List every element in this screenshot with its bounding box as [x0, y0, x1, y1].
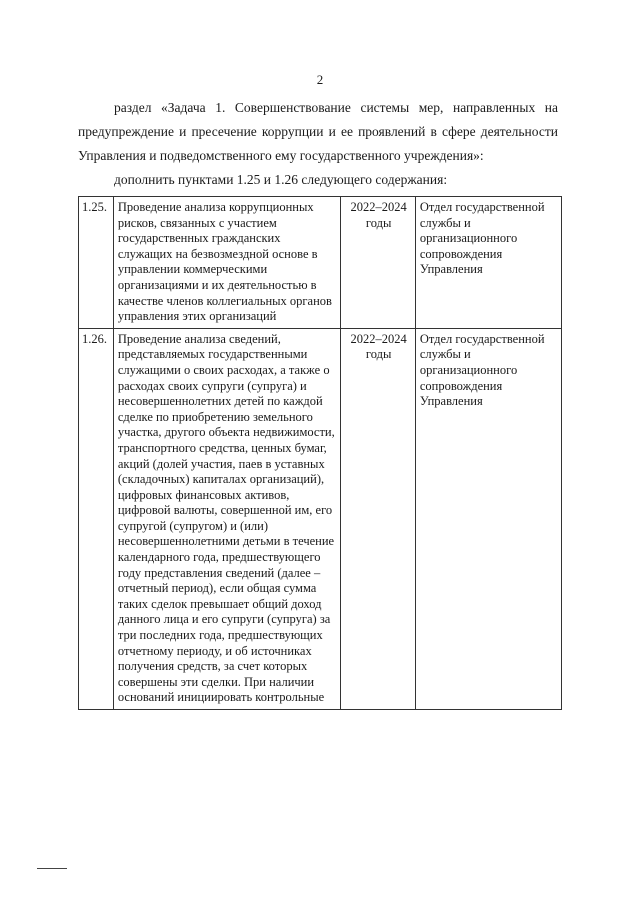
row-term: 2022–2024 годы — [341, 197, 415, 329]
row-term: 2022–2024 годы — [341, 328, 415, 709]
intro-paragraph — [78, 96, 558, 168]
measures-table — [78, 196, 562, 710]
row-description: Проведение анализа сведений, представляемых государственными служащими о своих расходах, а также о расходах своих супруги (супруга) и несовершеннолетних детей по каждой сделке по приобретению земельного участка, другого объекта недвижимости, транспортного средства, ценных бумаг, акций (долей участия, паев в уставных (складочных) капиталах организаций), цифровых финансовых активов, цифровой валюты, совершенной им, его супругой (супругом) и (или) несовершеннолетними детьми в течение календарного года, предшествующего году представления сведений (далее – отчетный период), если общая сумма таких сделок превышает общий доход данного лица и его супруги (супруга) за три последних года, предшествующих отчетному периоду, и об источниках получения средств, за счет которых совершены эти сделки. При наличии оснований инициировать контрольные — [113, 328, 341, 709]
table-row — [79, 197, 562, 329]
footnote-divider — [37, 868, 67, 869]
row-responsible: Отдел государственной службы и организационного сопровождения Управления — [415, 197, 561, 329]
addition-paragraph — [78, 168, 558, 192]
intro-paragraph-text: раздел «Задача 1. Совершенствование системы мер, направленных на предупреждение и пресечение коррупции и ее проявлений в сфере деятельности Управления и подведомственного ему государственного учреждения»: — [78, 100, 558, 163]
row-responsible: Отдел государственной службы и организационного сопровождения Управления — [415, 328, 561, 709]
addition-paragraph-text: дополнить пунктами 1.25 и 1.26 следующего содержания: — [114, 172, 448, 187]
row-number: 1.26. — [79, 328, 114, 709]
table-row — [79, 328, 562, 709]
page-number: 2 — [316, 72, 324, 87]
row-description: Проведение анализа коррупционных рисков, связанных с участием государственных гражданских служащих на безвозмездной основе в управлении коммерческими организациями и их деятельностью в качестве членов коллегиальных органов управления этих организаций — [113, 197, 341, 329]
row-number: 1.25. — [79, 197, 114, 329]
